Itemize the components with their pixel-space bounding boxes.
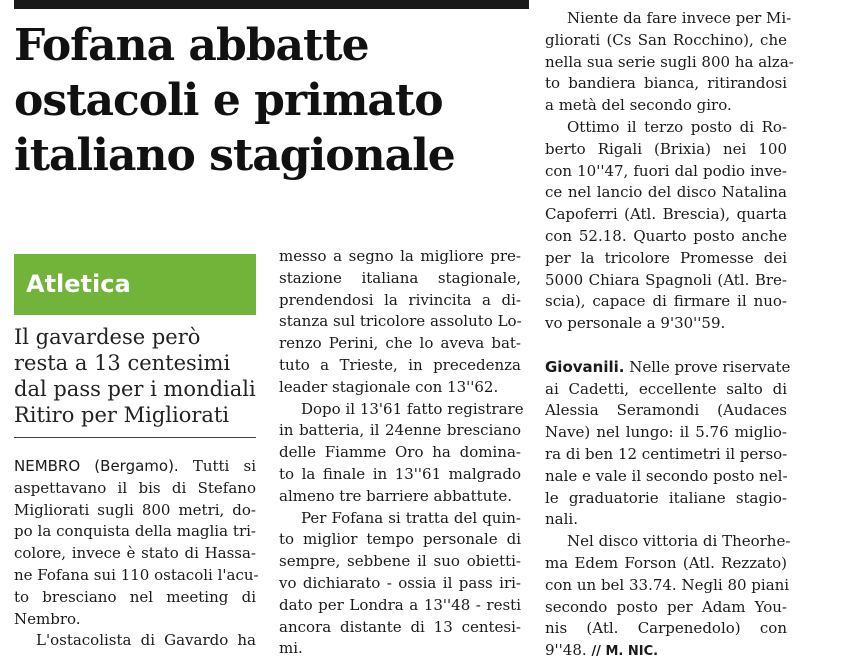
text-line: ancora distante di 13 centesi- — [279, 617, 521, 636]
text-line: vo dichiarato - ossia il pass iri- — [279, 573, 521, 592]
headline-line: Fofana abbatte — [14, 20, 369, 71]
text-line: Nembro. — [14, 609, 81, 628]
text-line: Alessia Seramondi (Audaces — [545, 401, 787, 420]
text-line: aspettavano il bis di Stefano — [14, 478, 256, 497]
text-line: almeno tre barriere abbattute. — [279, 486, 512, 505]
headline-line: ostacoli e primato — [14, 75, 443, 126]
text-line: mi. — [279, 639, 303, 658]
text-line: Capoferri (Atl. Brescia), quarta — [545, 205, 787, 224]
paragraph-gap — [545, 335, 787, 357]
headline-line: italiano stagionale — [14, 130, 455, 181]
subheadline-line: Ritiro per Migliorati — [14, 403, 230, 427]
text-line: Dopo il 13'61 fatto registrare — [301, 399, 524, 418]
text-line: ma Edem Forson (Atl. Rezzato) — [545, 553, 787, 572]
article-column-3 — [545, 8, 794, 663]
text-line: le graduatorie italiane stagio- — [545, 488, 787, 507]
text-line: prendendosi la rivincita a di- — [279, 290, 521, 309]
text-line: ne Fofana sui 110 ostacoli l'acu- — [14, 565, 259, 584]
text-line: vo personale a 9'30''59. — [545, 314, 726, 333]
subheadline-line: Il gavardese però — [14, 325, 201, 349]
text-line: nali. — [545, 510, 578, 529]
text-line: per la tricolore Promesse dei — [545, 248, 787, 267]
text-line: renzo Perini, che lo aveva bat- — [279, 334, 521, 353]
text-line: tuto a Trieste, in precedenza — [279, 355, 521, 374]
text-line: messo a segno la migliore pre- — [279, 247, 521, 265]
text-line: berto Rigali (Brixia) nei 100 — [545, 139, 787, 158]
article-column-1 — [14, 456, 259, 652]
text-line: con 52.18. Quarto posto anche — [545, 226, 787, 245]
text-line: stazione italiana stagionale, — [279, 268, 521, 287]
subheadline-line: dal pass per i mondiali — [14, 377, 256, 401]
text-line: in batteria, il 24enne bresciano — [279, 421, 521, 440]
text-line: nella sua serie sugli 800 ha alza- — [545, 52, 794, 71]
section-tag: Atletica — [14, 254, 256, 315]
text-line: scia), capace di firmare il nuo- — [545, 292, 787, 311]
text-line: to bresciano nel meeting di — [14, 587, 256, 606]
text-line: leader stagionale con 13''62. — [279, 377, 499, 396]
text-line: gliorati (Cs San Rocchino), che — [545, 30, 787, 49]
text-line: stanza sul tricolore assoluto Lo- — [279, 312, 522, 331]
subhead-divider — [14, 437, 256, 438]
text-line: Niente da fare invece per Mi- — [567, 9, 792, 27]
text-line: po la conquista della maglia tri- — [14, 522, 256, 541]
article-column-2 — [279, 246, 524, 660]
text-line: nale e vale il secondo posto nel- — [545, 466, 788, 485]
text-line: Per Fofana si tratta del quin- — [301, 508, 521, 527]
text-line: ce nel lancio del disco Natalina — [545, 183, 787, 202]
giovanili-label: Giovanili. — [545, 357, 625, 376]
top-rule — [14, 0, 529, 9]
text-line: NEMBRO (Bergamo). Tutti si — [14, 457, 256, 475]
text-line: sempre, sebbene il suo obietti- — [279, 552, 521, 571]
text-line: dato per Londra a 13''48 - resti — [279, 595, 521, 614]
text-line: ai Cadetti, eccellente salto di — [545, 379, 787, 398]
text-line: 5000 Chiara Spagnoli (Atl. Bre- — [545, 270, 787, 289]
text-line: 9''48. // M. NIC. — [545, 641, 659, 660]
text-line: L'ostacolista di Gavardo ha — [36, 631, 256, 650]
text-line: Giovanili. Nelle prove riservate — [545, 357, 791, 376]
headline — [14, 18, 534, 183]
text-line: ra di ben 12 centimetri il perso- — [545, 444, 788, 463]
text-line: Nave) nel lungo: il 5.76 miglio- — [545, 423, 787, 442]
text-line: to bandiera bianca, ritirandosi — [545, 74, 787, 93]
subheadline-line: resta a 13 centesimi — [14, 351, 231, 375]
text-line: nis (Atl. Carpenedolo) con — [545, 619, 787, 638]
author-signature: // M. NIC. — [591, 644, 659, 660]
text-line: Migliorati sugli 800 metri, do- — [14, 500, 256, 519]
text-line: Nel disco vittoria di Theorhe- — [567, 532, 791, 551]
text-line: colore, invece è stato di Hassa- — [14, 544, 256, 563]
text-line: to la finale in 13''61 malgrado — [279, 464, 521, 483]
text-line: Ottimo il terzo posto di Ro- — [567, 117, 787, 136]
text-line: con un bel 33.74. Negli 80 piani — [545, 575, 790, 594]
dateline: NEMBRO (Bergamo). — [14, 457, 179, 475]
subheadline — [14, 324, 256, 428]
text-line: secondo posto per Adam You- — [545, 597, 787, 616]
text-line: to miglior tempo personale di — [279, 530, 521, 549]
text-line: con 10''47, fuori dal podio inve- — [545, 161, 787, 180]
text-line: delle Fiamme Oro ha domina- — [279, 443, 521, 462]
text-line: a metà del secondo giro. — [545, 96, 732, 115]
